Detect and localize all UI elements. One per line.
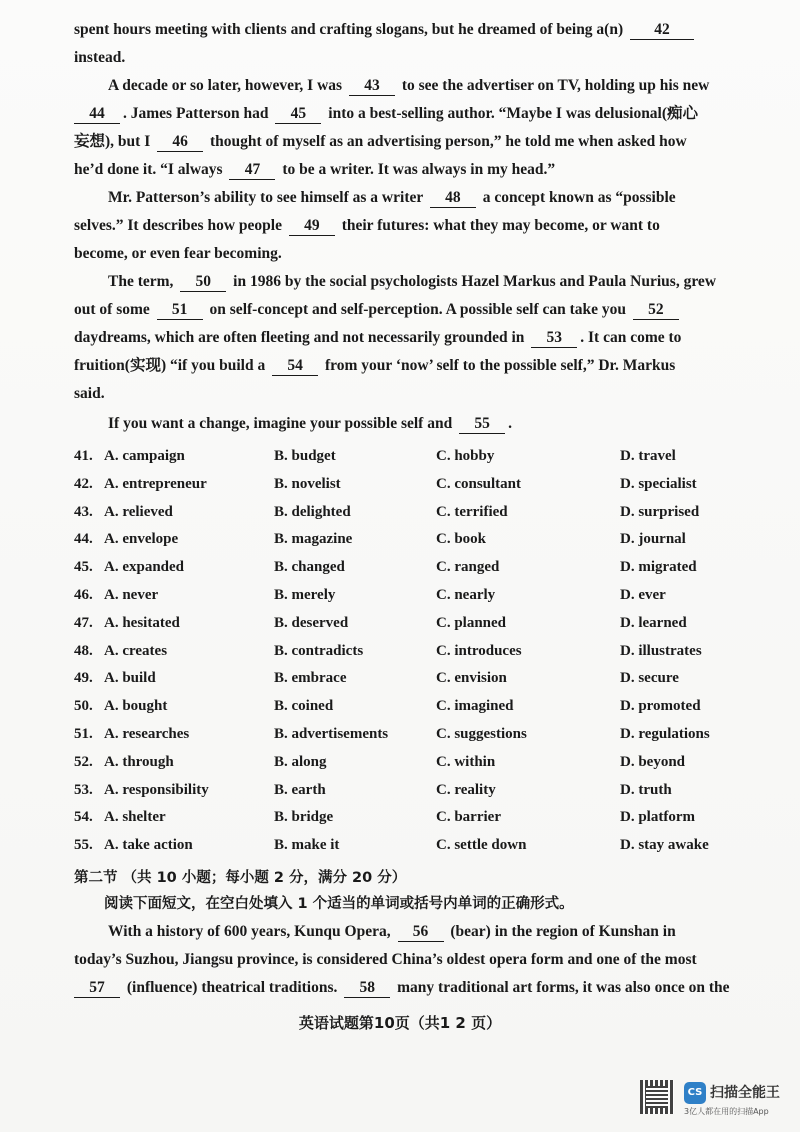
option-row: [74, 529, 774, 557]
text: (influence) theatrical traditions.: [126, 979, 338, 996]
option-d: D. beyond: [620, 753, 686, 770]
option-row: [74, 502, 774, 530]
text: today’s Suzhou, Jiangsu province, is considered China’s oldest opera form and one of the most: [74, 951, 697, 968]
option-a: A. build: [104, 670, 156, 687]
option-d: D. secure: [620, 670, 679, 687]
blank-42: 42: [630, 21, 694, 40]
blank-50: 50: [180, 273, 226, 292]
option-c: C. hobby: [436, 448, 495, 464]
option-b: B. contradicts: [274, 642, 364, 659]
option-d: D. platform: [620, 809, 695, 826]
page-footer: 英语试题第10页（共1 2 页）: [298, 1014, 502, 1032]
blank-46: 46: [157, 133, 203, 152]
option-c: C. nearly: [436, 586, 496, 603]
text: their futures: what they may become, or want to: [341, 217, 660, 234]
question-number: 43.: [74, 503, 93, 520]
text: in 1986 by the social psychologists Hazel Markus and Paula Nurius, grew: [233, 273, 717, 290]
question-number: 55.: [74, 837, 93, 854]
section-2-header: [74, 864, 742, 918]
option-b: B. embrace: [274, 670, 347, 687]
section-title: 第二节 （共 10 小题；每小题 2 分，满分 20 分）: [74, 870, 407, 886]
option-row: [74, 752, 774, 780]
option-c: C. book: [436, 531, 487, 548]
option-a: A. creates: [104, 642, 168, 659]
blank-51: 51: [157, 301, 203, 320]
option-c: C. within: [436, 753, 496, 770]
option-a: A. relieved: [104, 503, 173, 520]
scanner-tagline: 3亿人都在用的扫描App: [684, 1107, 769, 1116]
passage-line-6: [74, 156, 742, 184]
passage2-line-1: [74, 918, 742, 946]
blank-56: 56: [398, 923, 444, 942]
question-number: 49.: [74, 670, 93, 687]
question-number: 52.: [74, 753, 93, 770]
option-c: C. reality: [436, 781, 496, 798]
option-d: D. illustrates: [620, 642, 702, 659]
option-b: B. bridge: [274, 809, 334, 826]
text: into a best-selling author. “Maybe I was delusional(痴心: [328, 105, 699, 122]
text: daydreams, which are often fleeting and not necessarily grounded in: [74, 329, 525, 346]
blank-54: 54: [272, 357, 318, 376]
passage-line-3: [74, 72, 742, 100]
text: to be a writer. It was always in my head.”: [282, 161, 556, 178]
question-number: 47.: [74, 614, 93, 631]
scanner-app-name: 扫描全能王: [710, 1085, 780, 1101]
option-c: C. imagined: [436, 698, 514, 715]
blank-49: 49: [289, 217, 335, 236]
text: out of some: [74, 301, 150, 318]
section-instruction: 阅读下面短文，在空白处填入 1 个适当的单词或括号内单词的正确形式。: [104, 896, 574, 912]
passage-line-11: [74, 296, 742, 324]
option-row: [74, 807, 774, 835]
blank-53: 53: [531, 329, 577, 348]
text: on self-concept and self-perception. A possible self can take you: [209, 301, 627, 318]
blank-55: 55: [459, 415, 505, 434]
option-row: [74, 724, 774, 752]
question-number: 41.: [74, 448, 93, 464]
passage-line-14: [74, 380, 742, 408]
passage-line-12: [74, 324, 742, 352]
option-b: B. changed: [274, 559, 345, 576]
text: 妄想), but I: [74, 133, 151, 150]
scanner-watermark: [640, 1080, 780, 1120]
question-number: 46.: [74, 586, 93, 603]
option-a: A. never: [104, 586, 159, 603]
question-number: 45.: [74, 559, 93, 576]
text: . It can come to: [580, 329, 682, 346]
option-c: C. planned: [436, 614, 507, 631]
option-c: C. consultant: [436, 475, 522, 492]
blank-43: 43: [349, 77, 395, 96]
option-c: C. ranged: [436, 559, 500, 576]
option-d: D. migrated: [620, 559, 697, 576]
option-row: [74, 557, 774, 585]
option-b: B. make it: [274, 837, 340, 854]
option-a: A. entrepreneur: [104, 475, 207, 492]
option-d: D. stay awake: [620, 837, 709, 854]
passage-line-7: [74, 184, 742, 212]
option-a: A. hesitated: [104, 614, 180, 631]
option-row: [74, 641, 774, 669]
option-a: A. responsibility: [104, 781, 209, 798]
option-row: [74, 613, 774, 641]
passage-line-13: [74, 352, 742, 380]
grammar-passage: [74, 918, 742, 1002]
option-d: D. surprised: [620, 503, 700, 520]
blank-44: 44: [74, 105, 120, 124]
option-b: B. merely: [274, 586, 336, 603]
passage-line-9: [74, 240, 742, 268]
option-row: [74, 696, 774, 724]
option-b: B. novelist: [274, 475, 341, 492]
option-b: B. along: [274, 753, 327, 770]
question-number: 50.: [74, 698, 93, 715]
camscanner-logo-icon: CS: [684, 1082, 706, 1104]
option-c: C. barrier: [436, 809, 501, 826]
option-row: [74, 474, 774, 502]
question-number: 51.: [74, 725, 93, 742]
option-a: A. expanded: [104, 559, 185, 576]
text: The term,: [108, 273, 174, 290]
passage-line-2: [74, 44, 742, 72]
text: selves.” It describes how people: [74, 217, 282, 234]
answer-options: [74, 446, 774, 863]
text: he’d done it. “I always: [74, 161, 223, 178]
option-b: B. earth: [274, 781, 326, 798]
text: If you want a change, imagine your possible self and: [108, 415, 453, 432]
text: spent hours meeting with clients and crafting slogans, but he dreamed of being a(n): [74, 21, 624, 38]
text: become, or even fear becoming.: [74, 245, 282, 262]
blank-57: 57: [74, 979, 120, 998]
option-a: A. take action: [104, 837, 193, 854]
text: said.: [74, 385, 105, 402]
passage2-line-2: [74, 946, 742, 974]
option-a: A. through: [104, 753, 174, 770]
passage-line-8: [74, 212, 742, 240]
text: a concept known as “possible: [482, 189, 676, 206]
passage-line-5: [74, 128, 742, 156]
option-b: B. advertisements: [274, 725, 389, 742]
passage-line-15: [74, 410, 742, 438]
text: (bear) in the region of Kunshan in: [450, 923, 676, 940]
blank-45: 45: [275, 105, 321, 124]
option-d: D. regulations: [620, 725, 710, 742]
question-number: 53.: [74, 781, 93, 798]
option-d: D. truth: [620, 781, 672, 798]
text: thought of myself as an advertising person,” he told me when asked how: [209, 133, 687, 150]
option-row: [74, 780, 774, 808]
option-a: A. campaign: [104, 448, 185, 464]
option-d: D. travel: [620, 448, 676, 464]
option-b: B. coined: [274, 698, 334, 715]
option-row: [74, 668, 774, 696]
text: Mr. Patterson’s ability to see himself as a writer: [108, 189, 423, 206]
option-row: [74, 446, 774, 474]
option-d: D. learned: [620, 614, 687, 631]
question-number: 44.: [74, 531, 93, 548]
passage2-line-3: [74, 974, 742, 1002]
question-number: 48.: [74, 642, 93, 659]
passage-line-4: [74, 100, 742, 128]
option-c: C. envision: [436, 670, 507, 687]
option-c: C. suggestions: [436, 725, 527, 742]
blank-58: 58: [344, 979, 390, 998]
question-number: 54.: [74, 809, 93, 826]
blank-47: 47: [229, 161, 275, 180]
option-row: [74, 835, 774, 863]
option-a: A. bought: [104, 698, 168, 715]
option-d: D. ever: [620, 586, 666, 603]
option-b: B. deserved: [274, 614, 349, 631]
text: instead.: [74, 49, 126, 66]
blank-48: 48: [430, 189, 476, 208]
text: to see the advertiser on TV, holding up his new: [401, 77, 710, 94]
option-c: C. settle down: [436, 837, 527, 854]
text: .: [508, 415, 512, 432]
option-row: [74, 585, 774, 613]
passage-line-10: [74, 268, 742, 296]
option-b: B. delighted: [274, 503, 351, 520]
option-b: B. magazine: [274, 531, 353, 548]
blank-52: 52: [633, 301, 679, 320]
cloze-passage: [74, 16, 742, 438]
text: fruition(实现) “if you build a: [74, 357, 266, 374]
option-c: C. introduces: [436, 642, 522, 659]
option-d: D. journal: [620, 531, 686, 548]
text: With a history of 600 years, Kunqu Opera,: [108, 923, 391, 940]
option-a: A. shelter: [104, 809, 166, 826]
text: from your ‘now’ self to the possible self,” Dr. Markus: [324, 357, 676, 374]
option-c: C. terrified: [436, 503, 508, 520]
option-d: D. promoted: [620, 698, 701, 715]
qr-code-icon: [640, 1080, 674, 1114]
text: many traditional art forms, it was also once on the: [397, 979, 730, 996]
question-number: 42.: [74, 475, 93, 492]
option-d: D. specialist: [620, 475, 697, 492]
option-b: B. budget: [274, 448, 336, 464]
option-a: A. researches: [104, 725, 190, 742]
text: A decade or so later, however, I was: [108, 77, 343, 94]
passage-line-1: [74, 16, 742, 44]
text: . James Patterson had: [123, 105, 269, 122]
option-a: A. envelope: [104, 531, 179, 548]
